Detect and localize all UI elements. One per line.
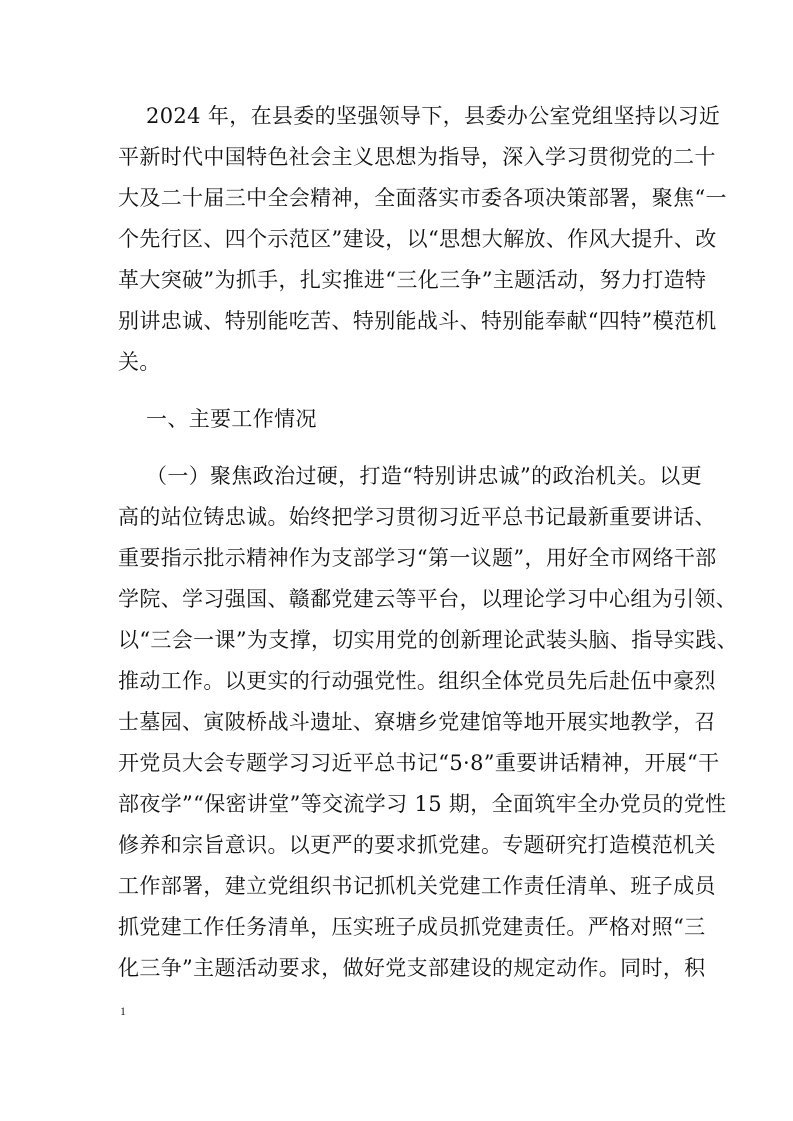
paragraph-line: 学院、学习强国、赣鄱党建云等平台，以理论学习中心组为引领、 [118,587,738,611]
paragraph-line: 革大突破”为抓手，扎实推进“三化三争”主题活动，努力打造特 [118,268,707,292]
paragraph-line: 高的站位铸忠诚。始终把学习贯彻习近平总书记最新重要讲话、 [118,505,716,529]
paragraph-line: 抓党建工作任务清单，压实班子成员抓党建责任。严格对照“三 [118,915,706,939]
paragraph-line: 重要指示批示精神作为支部学习“第一议题”，用好全市网络干部 [118,546,717,570]
paragraph-line: 平新时代中国特色社会主义思想为指导，深入学习贯彻党的二十 [118,145,716,169]
paragraph-line: 以“三会一课”为支撑，切实用党的创新理论武装头脑、指导实践、 [118,628,738,652]
paragraph-line: 工作部署，建立党组织书记抓机关党建工作责任清单、班子成员 [118,874,716,898]
paragraph-line: （一）聚焦政治过硬，打造“特别讲忠诚”的政治机关。以更 [146,464,702,488]
paragraph-line: 个先行区、四个示范区”建设，以“思想大解放、作风大提升、改 [118,227,717,251]
paragraph-line: 士墓园、寅陂桥战斗遗址、寮塘乡党建馆等地开展实地教学，召 [118,710,716,734]
page-number: 1 [120,1004,126,1018]
section-heading: 一、主要工作情况 [146,407,317,431]
paragraph-line: 部夜学”“保密讲堂”等交流学习 15 期，全面筑牢全办党员的党性 [118,792,727,816]
paragraph-line: 修养和宗旨意识。以更严的要求抓党建。专题研究打造模范机关 [118,833,716,857]
paragraph-line: 推动工作。以更实的行动强党性。组织全体党员先后赴伍中豪烈 [118,669,716,693]
paragraph-line: 大及二十届三中全会精神，全面落实市委各项决策部署，聚焦“一 [118,186,727,210]
paragraph-line: 开党员大会专题学习习近平总书记“5·8”重要讲话精神，开展“干 [118,751,720,775]
paragraph-line: 别讲忠诚、特别能吃苦、特别能战斗、特别能奉献“四特”模范机 [118,309,717,333]
paragraph-line: 化三争”主题活动要求，做好党支部建设的规定动作。同时，积 [118,956,706,980]
paragraph-line: 2024 年，在县委的坚强领导下，县委办公室党组坚持以习近 [146,104,721,128]
paragraph-line: 关。 [118,350,161,374]
